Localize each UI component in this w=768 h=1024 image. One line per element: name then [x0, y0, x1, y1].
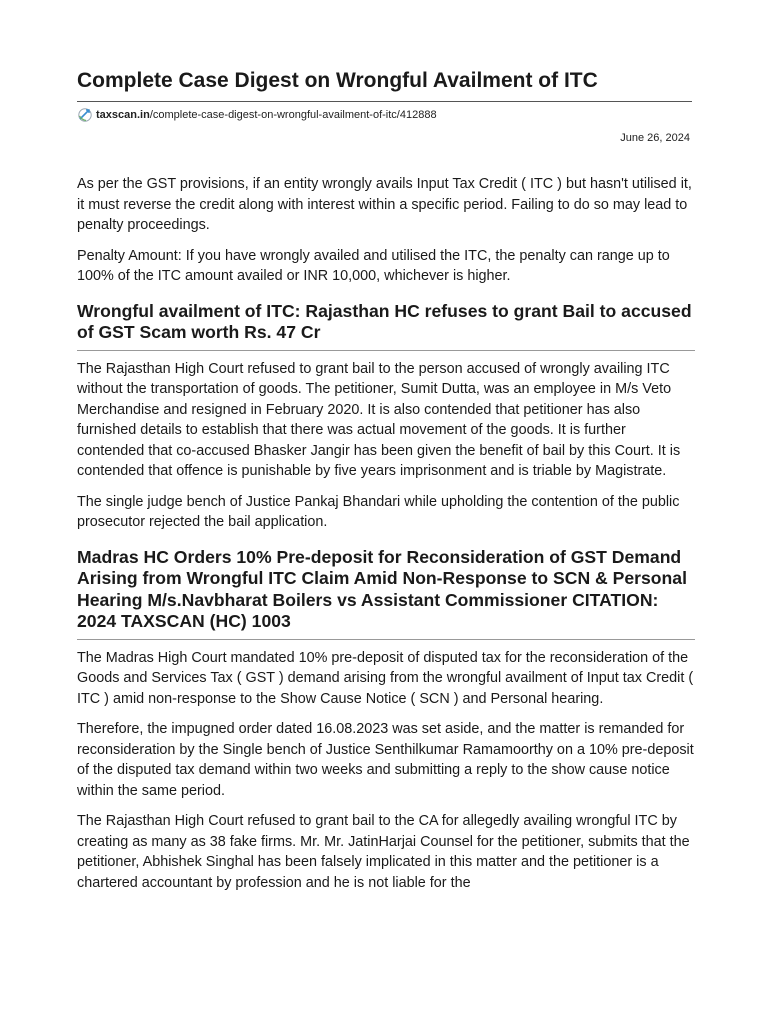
source-host[interactable]: taxscan.in	[96, 109, 150, 121]
section-paragraph: The single judge bench of Justice Pankaj Bhandari while upholding the contention of the public prosecutor rejected the bail application.	[77, 493, 680, 530]
source-path[interactable]: /complete-case-digest-on-wrongful-availment-of-itc/412888	[149, 109, 437, 121]
section-paragraph: Therefore, the impugned order dated 16.08.2023 was set aside, and the matter is remanded for reconsideration by the Single bench of Justice Senthilkumar Ramamoorthy on a 10% pre-deposit of the disputed tax demand within two weeks and submitting a reply to the show cause notice within the same period.	[77, 721, 694, 799]
section-paragraph: The Rajasthan High Court refused to grant bail to the CA for allegedly availing wrongful ITC by creating as many as 38 fake firms. Mr. Mr. JatinHarjai Counsel for the petitioner, submits that the petitioner, Abhishek Singhal has been falsely implicated in this matter and the petitioner is a chartered accountant by profession and he is not liable for the	[77, 813, 690, 891]
title-divider	[77, 101, 692, 102]
link-icon	[77, 107, 93, 123]
publish-date: June 26, 2024	[620, 132, 690, 144]
section-paragraph: The Rajasthan High Court refused to grant bail to the person accused of wrongly availing ITC without the transportation of goods. The petitioner, Sumit Dutta, was an employee in M/s Veto Merchandise and resigned in February 2020. It is also contended that petitioner has also furnished details to establish that there was actual movement of the goods. It is further contended that co-accused Bhasker Jangir has been given the benefit of bail by this Court. It is contended that offence is punishable by five years imprisonment and is triable by Magistrate.	[77, 360, 681, 479]
document-title: Complete Case Digest on Wrongful Availment of ITC	[77, 69, 598, 92]
section-heading: Madras HC Orders 10% Pre-deposit for Reconsideration of GST Demand Arising from Wrongful ITC Claim Amid Non-Response to SCN & Personal Hearing M/s.Navbharat Boilers vs Assistant Commissioner CITATION: 2024 TAXSCAN (HC) 1003	[77, 546, 687, 631]
section-divider	[77, 639, 695, 640]
intro-paragraph: Penalty Amount: If you have wrongly availed and utilised the ITC, the penalty can range up to 100% of the ITC amount availed or INR 10,000, whichever is higher.	[77, 247, 670, 284]
section-heading: Wrongful availment of ITC: Rajasthan HC refuses to grant Bail to accused of GST Scam worth Rs. 47 Cr	[77, 300, 692, 342]
section-divider	[77, 350, 695, 351]
section-paragraph: The Madras High Court mandated 10% pre-deposit of disputed tax for the reconsideration of the Goods and Services Tax ( GST ) demand arising from the wrongful availment of Input tax Credit ( ITC ) amid non-response to the Show Cause Notice ( SCN ) and Personal hearing.	[77, 649, 694, 707]
article-body	[77, 174, 695, 903]
source-link[interactable]	[77, 107, 437, 123]
intro-paragraph: As per the GST provisions, if an entity wrongly avails Input Tax Credit ( ITC ) but hasn't utilised it, it must reverse the credit along with interest within a specific period. Failing to do so may lead to penalty proceedings.	[77, 176, 692, 233]
